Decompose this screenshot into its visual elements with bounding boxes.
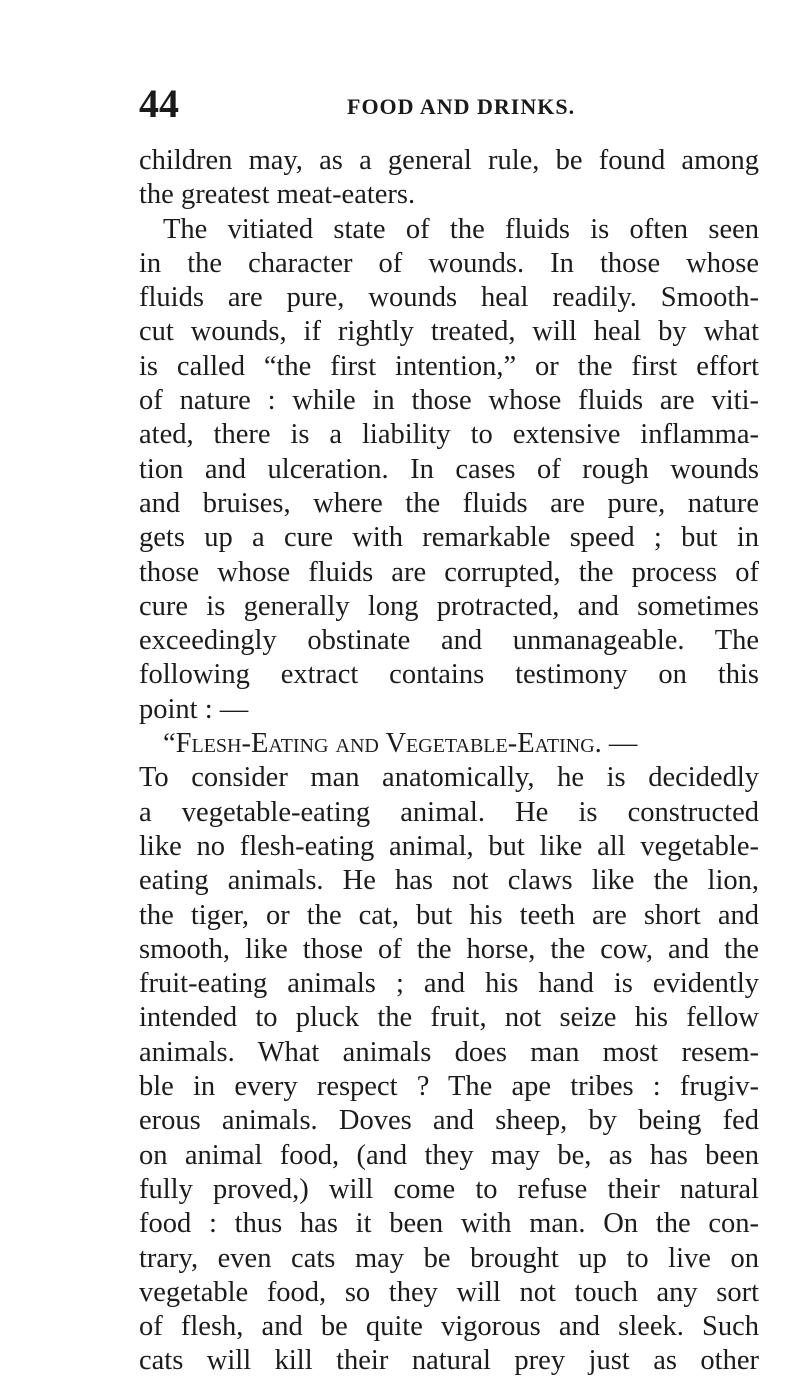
text-line: those whose fluids are corrupted, the process of (139, 556, 759, 588)
page-number: 44 (139, 81, 179, 126)
extract-heading-dash: — (601, 728, 638, 760)
text-line: intended to pluck the fruit, not seize his fellow (139, 1002, 759, 1034)
text-line: cats will kill their natural prey just as other (139, 1345, 759, 1377)
text-line: To consider man anatomically, he is decidedly (139, 762, 759, 794)
text-line: and bruises, where the fluids are pure, nature (139, 487, 759, 519)
text-line: ble in every respect ? The ape tribes : frugiv- (139, 1071, 759, 1103)
text-line: vegetable food, so they will not touch any sort (139, 1276, 759, 1308)
text-line: following extract contains testimony on this (139, 659, 759, 691)
text-line: of flesh, and be quite vigorous and sleek. Such (139, 1311, 759, 1343)
page-header (139, 81, 759, 128)
extract-heading-line (139, 727, 759, 761)
text-line: of nature : while in those whose fluids are viti- (139, 385, 759, 417)
text-line: eating animals. He has not claws like the lion, (139, 865, 759, 897)
text-line: food : thus has it been with man. On the con- (139, 1208, 759, 1240)
text-line: ated, there is a liability to extensive inflamma- (139, 419, 759, 451)
text-line: fully proved,) will come to refuse their natural (139, 1173, 759, 1205)
text-line: erous animals. Doves and sheep, by being fed (139, 1105, 759, 1137)
text-line: cure is generally long protracted, and sometimes (139, 590, 759, 622)
text-line: gets up a cure with remarkable speed ; but in (139, 522, 759, 554)
text-line: cut wounds, if rightly treated, will heal by what (139, 316, 759, 348)
text-line: children may, as a general rule, be found among (139, 145, 759, 176)
text-line: the tiger, or the cat, but his teeth are short and (139, 899, 759, 931)
text-line: point : — (139, 693, 249, 725)
text-line: like no flesh-eating animal, but like all vegetable- (139, 830, 759, 862)
text-line: on animal food, (and they may be, as has been (139, 1139, 759, 1171)
text-line: in the character of wounds. In those whose (139, 247, 759, 279)
text-line: a vegetable-eating animal. He is constructed (139, 796, 759, 828)
text-line: fluids are pure, wounds heal readily. Smooth- (139, 282, 759, 314)
text-line: exceedingly obstinate and unmanageable. The (139, 625, 759, 657)
text-line: trary, even cats may be brought up to live on (139, 1242, 759, 1274)
text-line: The vitiated state of the fluids is often seen (163, 213, 759, 245)
text-line: animals. What animals does man most resem- (139, 1036, 759, 1068)
body-text (139, 144, 759, 1379)
text-line: is called “the first intention,” or the first effort (139, 350, 759, 382)
running-title: FOOD AND DRINKS. (347, 94, 576, 119)
text-line: tion and ulceration. In cases of rough wounds (139, 453, 759, 485)
text-line: the greatest meat-eaters. (139, 179, 416, 211)
extract-heading: “Flesh-Eating and Vegetable-Eating. (163, 728, 602, 760)
text-line: smooth, like those of the horse, the cow, and the (139, 933, 759, 965)
text-line: fruit-eating animals ; and his hand is evidently (139, 968, 759, 1000)
